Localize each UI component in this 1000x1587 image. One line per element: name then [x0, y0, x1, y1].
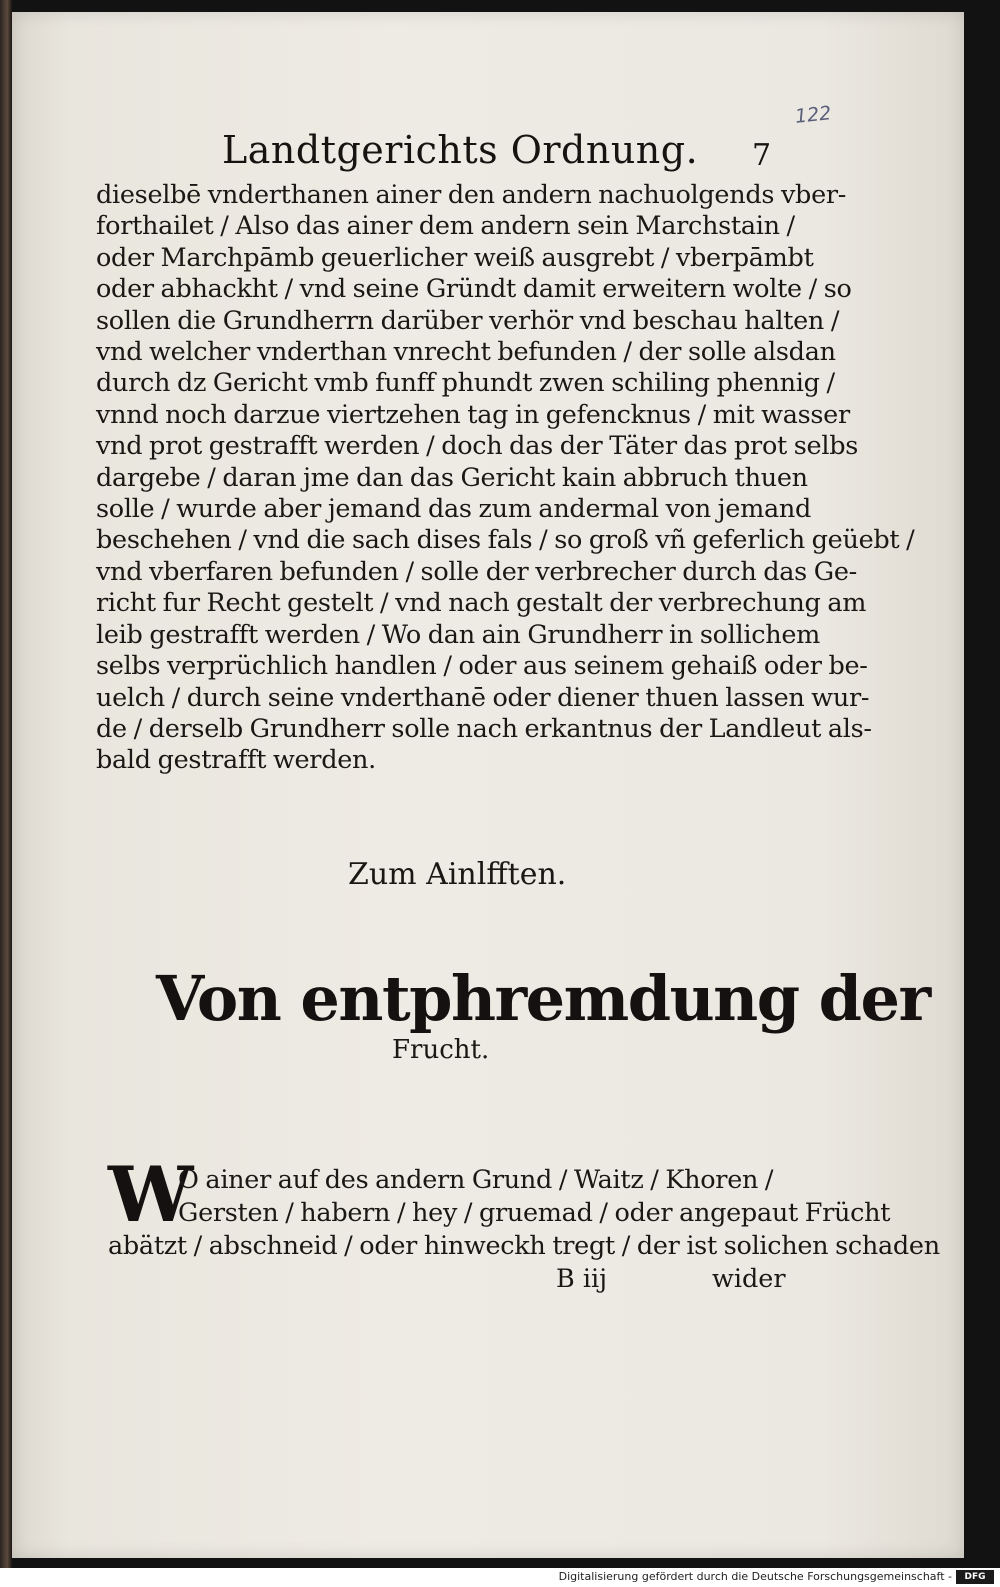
text-line: oder Marchpāmb geuerlicher weiß ausgrebt / vberpāmbt	[96, 242, 814, 273]
text-line: abätzt / abschneid / oder hinweckh tregt / der ist solichen schaden	[108, 1231, 940, 1261]
text-line: oder abhackht / vnd seine Gründt damit erweitern wolte / so	[96, 274, 852, 305]
second-paragraph	[108, 1164, 940, 1263]
section-caption: Zum Ainlfften.	[348, 857, 567, 892]
section-title-continued: Frucht.	[392, 1035, 490, 1065]
text-line: durch dz Gericht vmb funff phundt zwen schiling phennig /	[96, 368, 835, 399]
text-line: O ainer auf des andern Grund / Waitz / Khoren /	[178, 1165, 774, 1195]
text-line: vnnd noch darzue viertzehen tag in gefencknus / mit wasser	[96, 399, 850, 430]
dfg-logo: DFG	[956, 1570, 994, 1584]
text-line: beschehen / vnd die sach dises fals / so groß vñ geferlich geüebt /	[96, 525, 915, 556]
text-line: solle / wurde aber jemand das zum andermal von jemand	[96, 494, 811, 525]
decorated-initial: W	[108, 1150, 194, 1239]
running-head: Landtgerichts Ordnung.	[222, 128, 699, 172]
signature-mark: B iij	[556, 1264, 608, 1294]
text-line: forthailet / Also das ainer dem andern sein Marchstain /	[96, 211, 795, 242]
text-line: uelch / durch seine vnderthanē oder diener thuen lassen wur-	[96, 682, 870, 713]
text-line: richt fur Recht gestelt / vnd nach gestalt der verbrechung am	[96, 588, 867, 619]
footer-bar	[0, 1568, 1000, 1587]
body-paragraph	[96, 180, 915, 777]
text-line: leib gestrafft werden / Wo dan ain Grundherr in sollichem	[96, 619, 821, 650]
footer-credit: Digitalisierung gefördert durch die Deutsche Forschungsgemeinschaft -	[558, 1570, 952, 1583]
catchword: wider	[712, 1264, 786, 1294]
text-line: sollen die Grundherrn darüber verhör vnd beschau halten /	[96, 305, 840, 336]
text-line: selbs verprüchlich handlen / oder aus seinem gehaiß oder be-	[96, 651, 868, 682]
text-line: dieselbē vnderthanen ainer den andern nachuolgends vber-	[96, 180, 847, 210]
section-title: Von entphremdung der	[156, 962, 930, 1035]
text-line: vnd welcher vnderthan vnrecht befunden / der solle alsdan	[96, 337, 836, 368]
text-line: vnd vberfaren befunden / solle der verbrecher durch das Ge-	[96, 556, 857, 587]
book-cover-edge	[0, 0, 12, 1568]
text-line: dargebe / daran jme dan das Gericht kain abbruch thuen	[96, 462, 808, 493]
text-line: de / derselb Grundherr solle nach erkantnus der Landleut als-	[96, 713, 872, 744]
page-number: 7	[752, 138, 772, 173]
text-line: bald gestrafft werden.	[96, 745, 376, 776]
text-line: Gersten / habern / hey / gruemad / oder angepaut Frücht	[178, 1198, 891, 1228]
text-line: vnd prot gestrafft werden / doch das der Täter das prot selbs	[96, 431, 858, 462]
folio-number: 122	[793, 102, 833, 128]
